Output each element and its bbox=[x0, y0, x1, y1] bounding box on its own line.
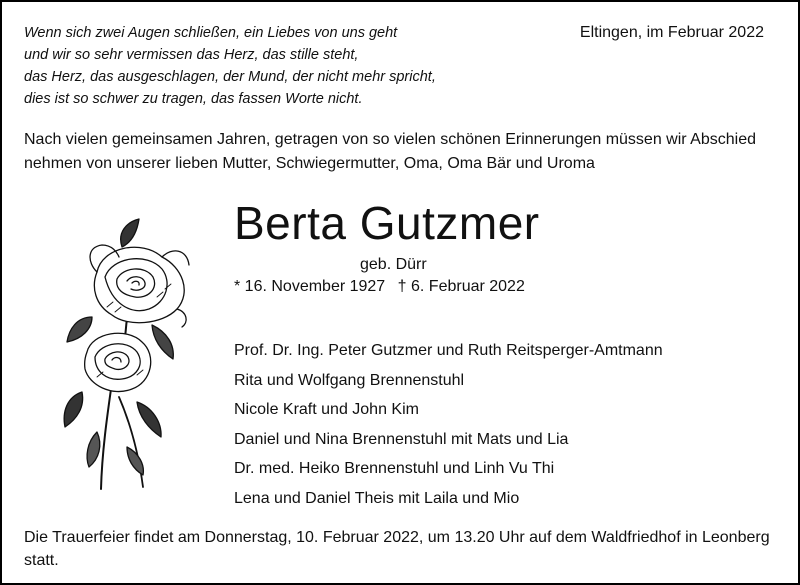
birth-date: * 16. November 1927 bbox=[234, 278, 386, 295]
life-dates bbox=[234, 276, 525, 298]
mourner-line: Lena und Daniel Theis mit Laila und Mio bbox=[234, 489, 520, 507]
mourner-line: Daniel und Nina Brennenstuhl mit Mats und Lia bbox=[234, 430, 569, 448]
intro-text: Nach vielen gemeinsamen Jahren, getragen von so vielen schönen Erinnerungen müssen wir Abschied nehmen von unserer lieben Mutter, Schwiegermutter, Oma, Oma Bär und Uroma bbox=[24, 131, 756, 172]
roses-illustration bbox=[57, 217, 202, 497]
funeral-info: Die Trauerfeier findet am Donnerstag, 10. Februar 2022, um 13.20 Uhr auf dem Waldfriedhof in Leonberg statt. bbox=[24, 529, 770, 569]
mourner-line: Prof. Dr. Ing. Peter Gutzmer und Ruth Reitsperger-Amtmann bbox=[234, 342, 663, 359]
mourner-line: Rita und Wolfgang Brennenstuhl bbox=[234, 371, 465, 389]
poem-line: und wir so sehr vermissen das Herz, das stille steht, bbox=[24, 47, 359, 63]
mourners-list bbox=[234, 336, 774, 513]
place-date: Eltingen, im Februar 2022 bbox=[579, 24, 764, 41]
poem bbox=[24, 22, 544, 110]
death-date: † 6. Februar 2022 bbox=[397, 278, 525, 295]
poem-line: dies ist so schwer zu tragen, das fassen Worte nicht. bbox=[24, 91, 363, 107]
deceased-name: Berta Gutzmer bbox=[234, 197, 540, 249]
mourner-line: Nicole Kraft und John Kim bbox=[234, 401, 419, 418]
poem-line: das Herz, das ausgeschlagen, der Mund, der nicht mehr spricht, bbox=[24, 69, 436, 85]
maiden-name: geb. Dürr bbox=[360, 256, 427, 273]
mourner-line: Dr. med. Heiko Brennenstuhl und Linh Vu Thi bbox=[234, 460, 555, 477]
poem-line: Wenn sich zwei Augen schließen, ein Liebes von uns geht bbox=[24, 25, 398, 41]
